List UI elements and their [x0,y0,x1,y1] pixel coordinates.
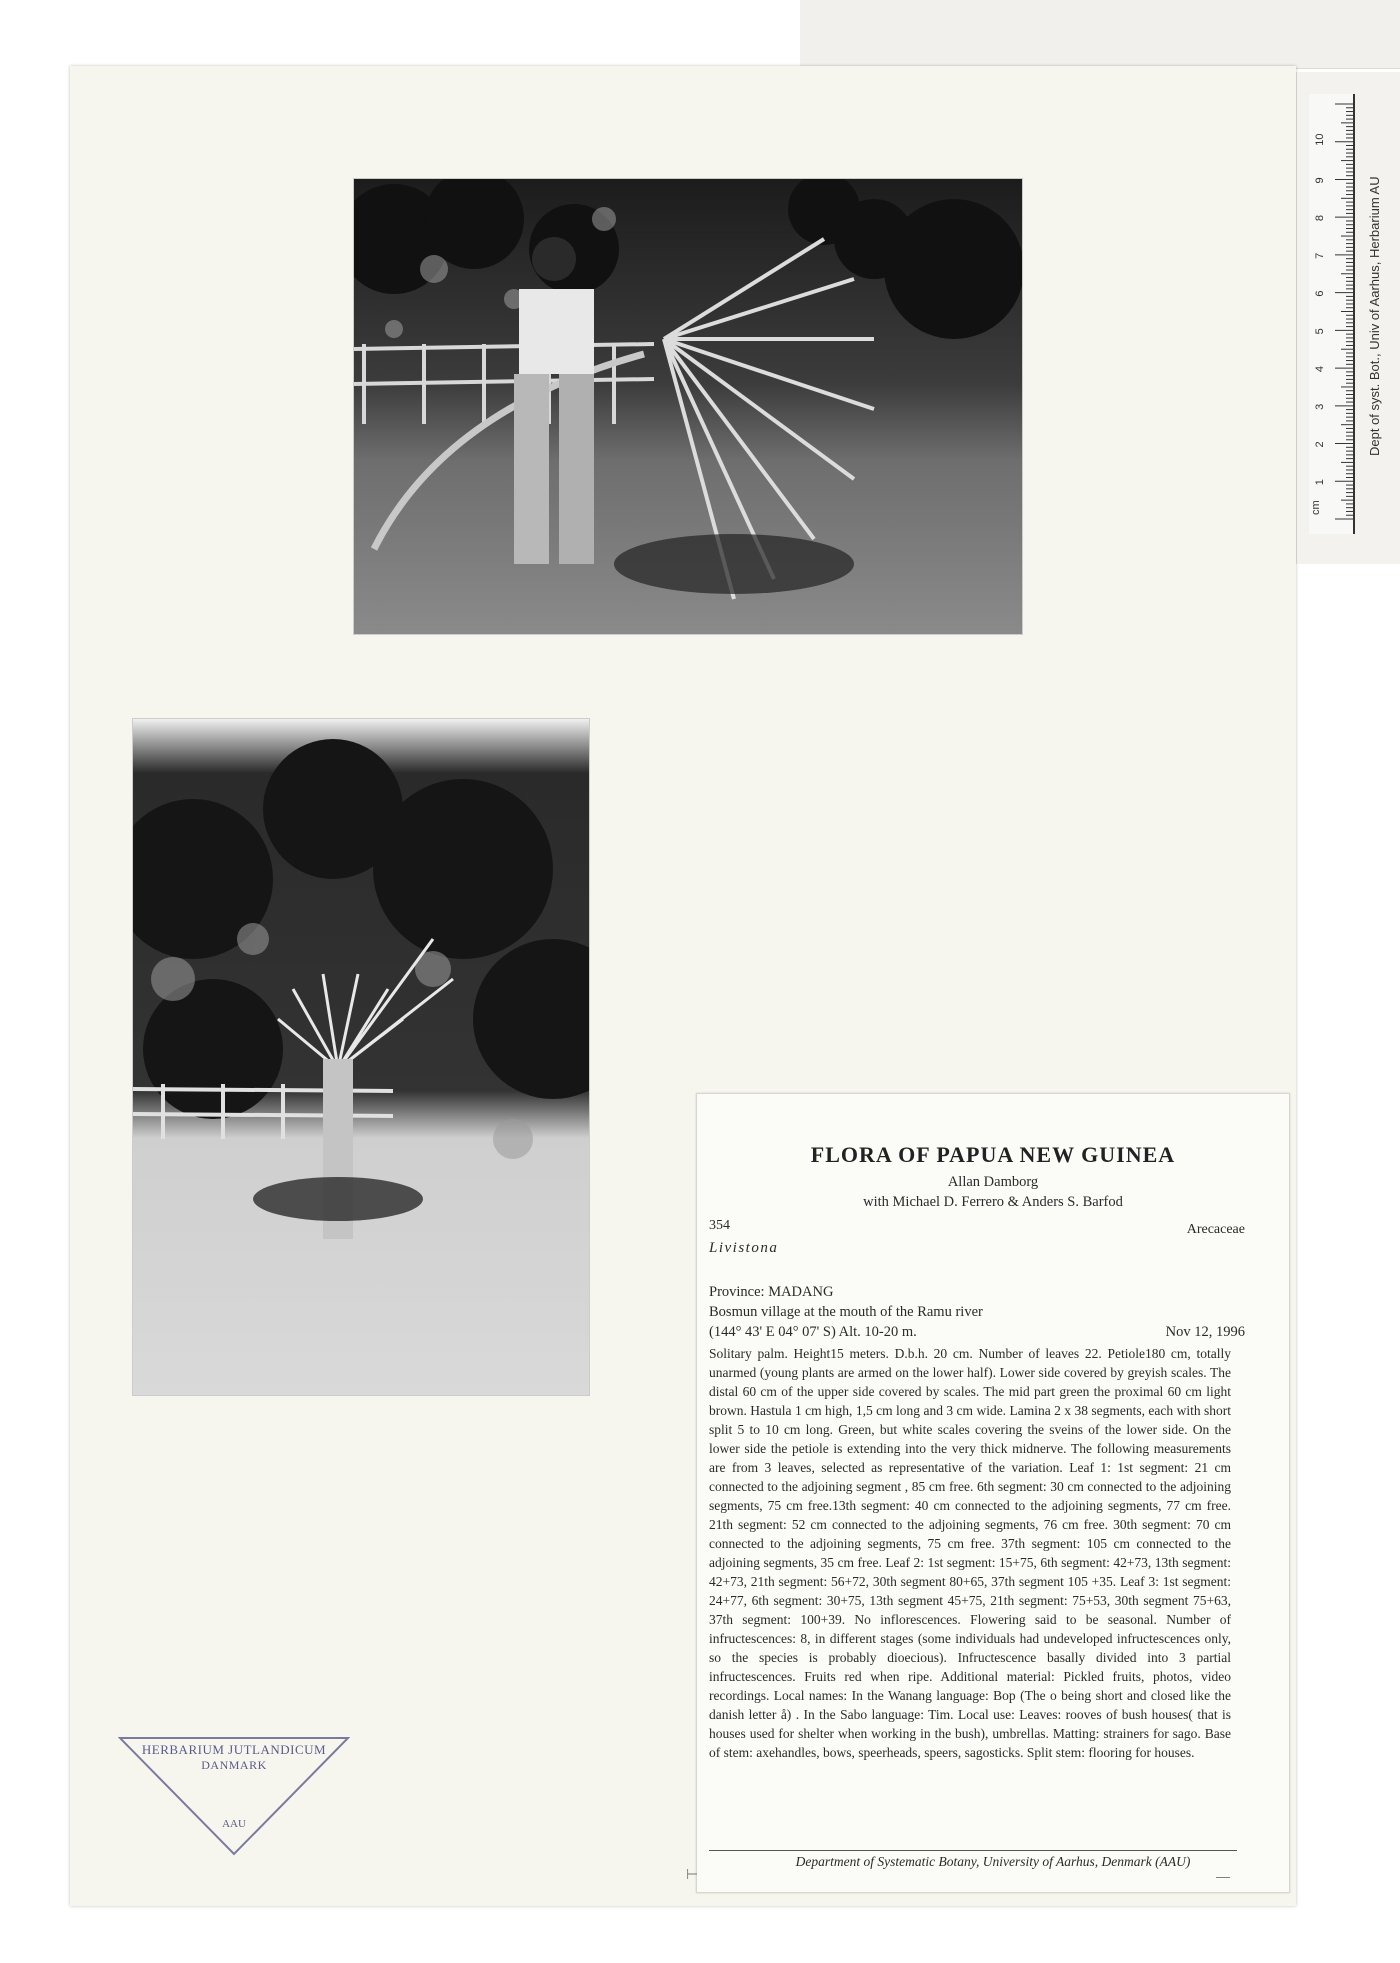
collection-number: 354 [709,1218,730,1233]
stamp-line1: HERBARIUM JUTLANDICUM [141,1742,327,1757]
co-collectors: with Michael D. Ferrero & Anders S. Barfod [863,1194,1123,1210]
specimen-label [696,1093,1290,1893]
locality: Bosmun village at the mouth of the Ramu river [709,1304,983,1320]
herbarium-stamp [118,1734,350,1858]
family-name: Arecaceae [1186,1222,1245,1237]
young-palm-tree-photo [132,718,590,1396]
cm-ruler [1296,72,1400,564]
coordinates-altitude: (144° 43' E 04° 07' S) Alt. 10-20 m. [709,1324,917,1340]
background-card-tab [800,0,1400,69]
ruler-number: 3 [1314,403,1326,410]
ruler-number: 9 [1314,177,1326,184]
footer-divider [709,1850,1237,1851]
label-title: FLORA OF PAPUA NEW GUINEA [810,1142,1176,1167]
ruler-number: 1 [1314,479,1326,486]
ruler-number: 2 [1314,441,1326,448]
collector-name: Allan Damborg [947,1174,1039,1190]
ruler-number: 4 [1314,365,1326,373]
stamp-line2: DANMARK [201,1758,267,1772]
collection-date: Nov 12, 1996 [1165,1324,1245,1340]
ruler-scale [1309,94,1355,534]
genus-name: Livistona [709,1240,779,1256]
ruler-number: 5 [1314,328,1326,335]
ruler-unit: cm [1310,500,1322,515]
institution-footer: Department of Systematic Botany, University of Aarhus, Denmark (AAU) [795,1854,1191,1869]
ruler-number: 7 [1314,252,1326,259]
province: Province: MADANG [709,1284,834,1300]
ruler-number: 8 [1314,215,1326,222]
ruler-number: 6 [1314,290,1326,297]
crop-mark: ⊢ [686,1866,699,1882]
person-holding-palm-leaf-photo [353,178,1023,635]
stamp-code: AAU [222,1818,246,1830]
ruler-number: 10 [1314,133,1326,146]
specimen-description: Solitary palm. Height15 meters. D.b.h. 20 cm. Number of leaves 22. Petiole180 cm, totally unarmed (young plants are armed on the lower half). Lower side covered by greyish scales. The distal 60 cm of the upper side covered by scales. The mid part green the proximal 60 cm light brown. Hastula 1 cm high, 1,5 cm long and 3 cm wide. Lamina 2 x 38 segments, each with short split 5 to 10 cm long. Green, but white scales covering the sveins of the lower side. On the lower side the petiole is extending into the very thick midnerve. The following measurements are from 3 leaves, selected as representative of the variation. Leaf 1: 1st segment: 21 cm connected to the adjoining segment , 85 cm free. 6th segment: 30 cm connected to the adjoining segments, 75 cm free.13th segment: 40 cm connected to the adjoining segments, 77 cm free. 21th segment: 52 cm connected to the adjoining segments, 76 cm free. 30th segment: 70 cm connected to the adjoining segments, 75 cm free. 37th segment: 105 cm connected to the adjoining segments, 35 cm free. Leaf 2: 1st segment: 15+75, 6th segment: 42+73, 13th segment: 42+73, 21th segment: 56+72, 30th segment 80+65, 37th segment 105 +35. Leaf 3: 1st segment: 24+77, 6th segment: 30+75, 13th segment 45+75, 21th segment: 75+53, 30th segment 75+63, 37th segment: 100+39. No inflorescences. Flowering said to be seasonal. Number of infructescences: 8, in different stages (some individuals had undeveloped infructescences only, so the species is probably dioecious). Infructescence basally divided into 3 partial infructescences. Fruits red when ripe. Additional material: Pickled fruits, photos, video recordings. Local names: In the Wanang language: Bop (The o being short and closed like the danish letter å) . In the Sabo language: Tim. Local use: Leaves: rooves of bush houses( that is houses used for shelter when working in the bush), umbrellas. Matting: strainers for sago. Base of stem: axehandles, bows, speerheads, speers, sagosticks. Split stem: flooring for houses. [709,1346,1231,1760]
ruler-caption: Dept of syst. Bot., Univ of Aarhus, Herbarium AU [1367,176,1382,456]
crop-mark: — [1216,1868,1230,1884]
